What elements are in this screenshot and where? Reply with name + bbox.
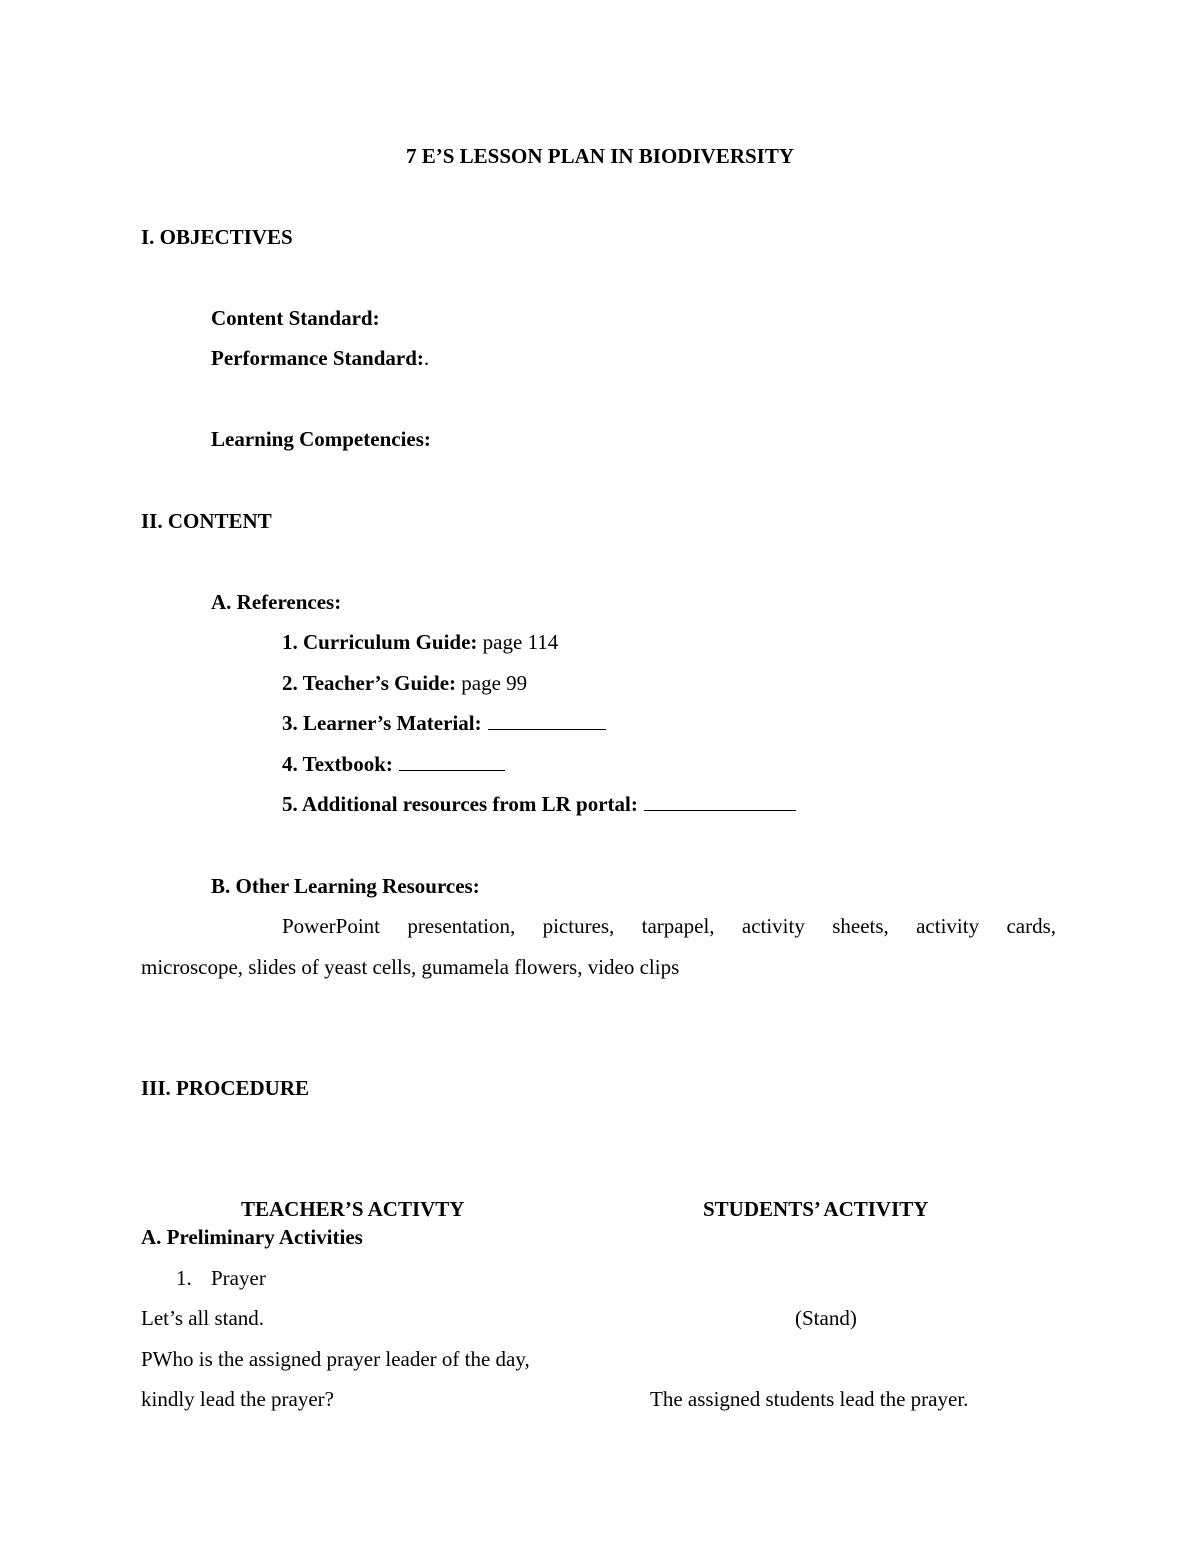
prayer-number: 1.: [176, 1266, 192, 1290]
other-resources-line-1: PowerPoint presentation, pictures, tarpapel, activity sheets, activity cards,: [282, 914, 1056, 938]
objectives-heading: I. OBJECTIVES: [141, 225, 293, 249]
students-activity-header: STUDENTS’ ACTIVITY: [703, 1197, 929, 1221]
reference-label: 3. Learner’s Material:: [282, 711, 482, 735]
other-resources-heading: B. Other Learning Resources:: [211, 874, 480, 898]
reference-item-learners-material: [282, 711, 606, 735]
reference-label: 2. Teacher’s Guide:: [282, 671, 457, 695]
reference-label: 5. Additional resources from LR portal:: [282, 792, 638, 816]
teacher-line-3: kindly lead the prayer?: [141, 1387, 334, 1411]
other-resources-line-2: microscope, slides of yeast cells, gumamela flowers, video clips: [141, 955, 680, 979]
reference-item-textbook: [282, 752, 505, 776]
teacher-line-2: PWho is the assigned prayer leader of the day,: [141, 1347, 530, 1371]
teacher-line-1: Let’s all stand.: [141, 1306, 265, 1330]
performance-standard-line: [211, 346, 429, 370]
reference-value: page 114: [482, 630, 559, 654]
content-standard-label: Content Standard:: [211, 306, 380, 330]
blank-line: [399, 752, 505, 771]
performance-standard-label: Performance Standard:: [211, 346, 424, 370]
learning-competencies-label: Learning Competencies:: [211, 427, 431, 451]
blank-line: [644, 792, 796, 811]
reference-label: 1. Curriculum Guide:: [282, 630, 478, 654]
procedure-heading: III. PROCEDURE: [141, 1076, 310, 1100]
content-heading: II. CONTENT: [141, 509, 272, 533]
document-title: 7 E’S LESSON PLAN IN BIODIVERSITY: [405, 144, 795, 168]
reference-item-teachers-guide: [282, 671, 527, 695]
preliminary-activities-heading: A. Preliminary Activities: [141, 1225, 363, 1249]
blank-line: [488, 711, 606, 730]
student-line-1: (Stand): [795, 1306, 857, 1330]
performance-standard-trail: .: [423, 346, 430, 370]
prayer-label: Prayer: [211, 1266, 266, 1290]
teacher-activity-header: TEACHER’S ACTIVTY: [241, 1197, 465, 1221]
reference-item-curriculum-guide: [282, 630, 558, 654]
references-heading: A. References:: [211, 590, 342, 614]
reference-value: page 99: [461, 671, 528, 695]
reference-label: 4. Textbook:: [282, 752, 393, 776]
reference-item-lr-portal: [282, 792, 796, 816]
student-line-3: The assigned students lead the prayer.: [650, 1387, 969, 1411]
